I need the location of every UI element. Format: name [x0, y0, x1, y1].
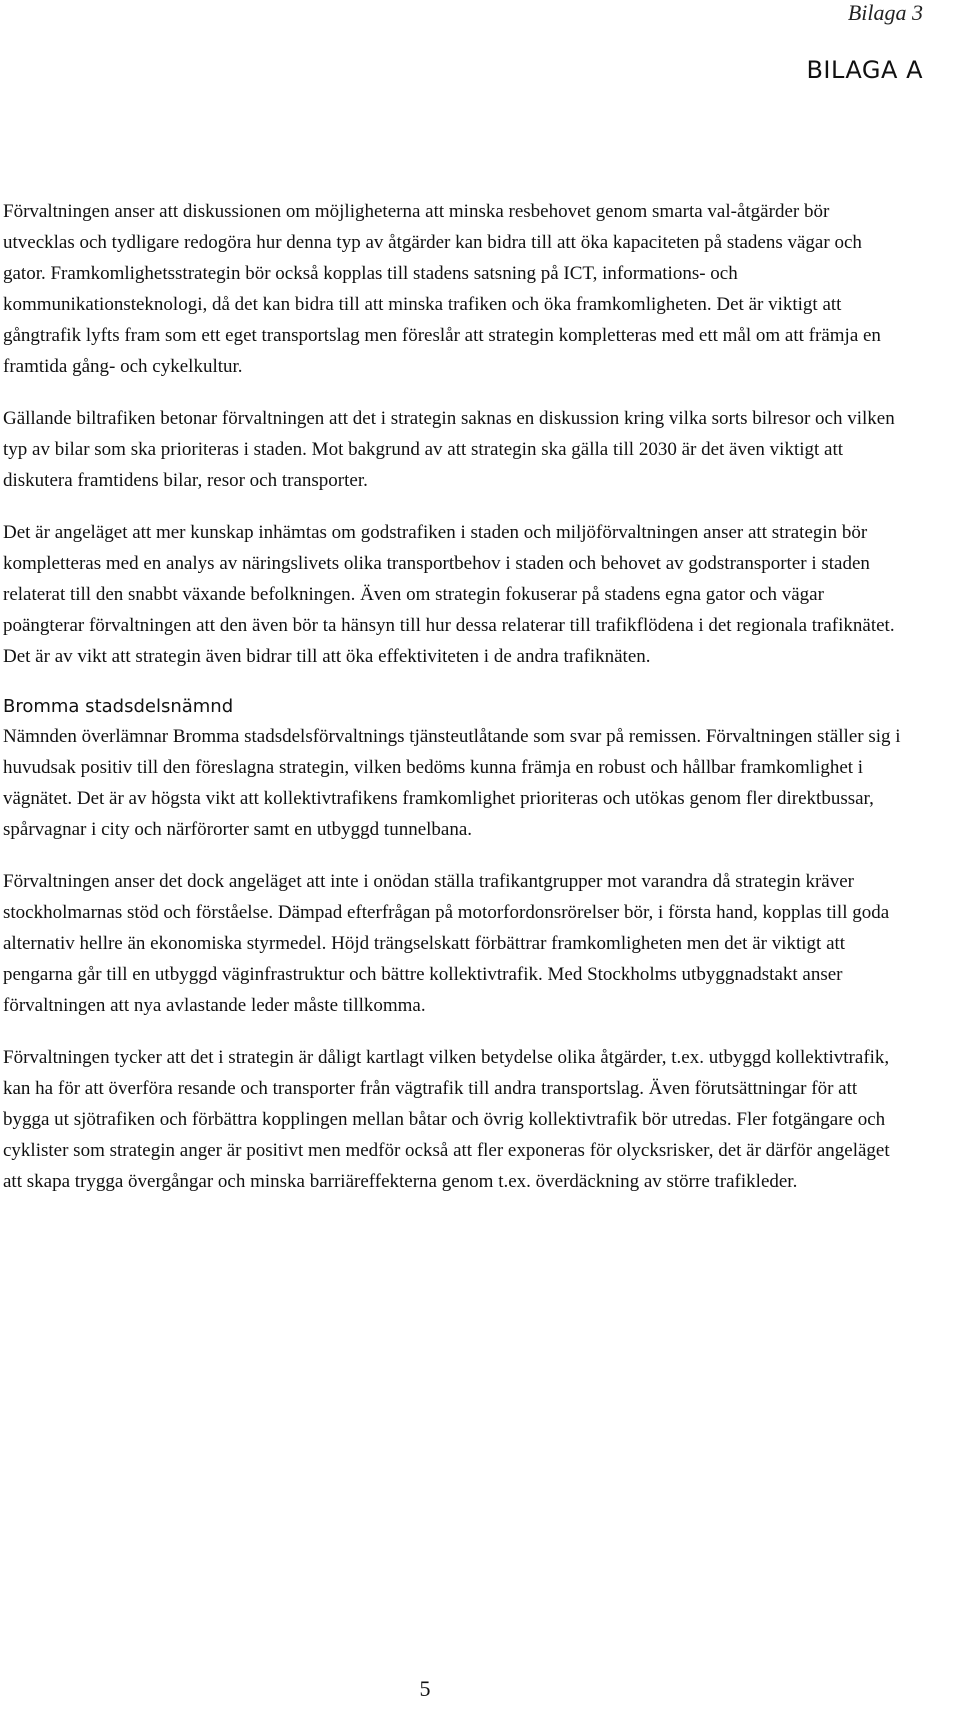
- paragraph-1: Förvaltningen anser att diskussionen om möjligheterna att minska resbehovet genom smarta val-åtgärder bör utvecklas och tydligare redogöra hur denna typ av åtgärder kan bidra till att öka kapaciteten på stadens vägar och gator. Framkomlighetsstrategin bör också kopplas till stadens satsning på ICT, informations- och kommunikationsteknologi, då det kan bidra till att minska trafiken och öka framkomligheten. Det är viktigt att gångtrafik lyfts fram som ett eget transportslag men föreslår att strategin kompletteras med ett mål om att främja en framtida gång- och cykelkultur.: [3, 201, 881, 377]
- paragraph-3: Det är angeläget att mer kunskap inhämtas om godstrafiken i staden och miljöförvaltningen anser att strategin bör kompletteras med en analys av näringslivets olika transportbehov i staden och behovet av godstransporter i staden relaterat till den snabbt växande befolkningen. Även om strategin fokuserar på stadens egna gator och vägar poängterar förvaltningen att den även bör ta hänsyn till hur dessa relaterar till trafikflödena i det regionala trafiknätet. Det är av vikt att strategin även bidrar till att öka effektiviteten i de andra trafiknäten.: [3, 522, 895, 667]
- appendix-title: BILAGA A: [806, 56, 923, 84]
- paragraph-5: Förvaltningen anser det dock angeläget att inte i onödan ställa trafikantgrupper mot varandra då strategin kräver stockholmarnas stöd och förståelse. Dämpad efterfrågan på motorfordonsrörelser bör, i första hand, kopplas till goda alternativ hellre än ekonomiska styrmedel. Höjd trängselskatt förbättrar framkomligheten men det är viktigt att pengarna går till en utbyggd väginfrastruktur och bättre kollektivtrafik. Med Stockholms utbyggnadstakt anser förvaltningen att nya avlastande leder måste tillkomma.: [3, 871, 890, 1016]
- page-number: 5: [419, 1676, 431, 1701]
- section-heading: Bromma stadsdelsnämnd: [3, 696, 234, 717]
- paragraph-2: Gällande biltrafiken betonar förvaltningen att det i strategin saknas en diskussion kring vilka sorts bilresor och vilken typ av bilar som ska prioriteras i staden. Mot bakgrund av att strategin ska gälla till 2030 är det även viktigt att diskutera framtidens bilar, resor och transporter.: [3, 408, 895, 491]
- document-body: [3, 196, 903, 1197]
- paragraph-4: Nämnden överlämnar Bromma stadsdelsförvaltnings tjänsteutlåtande som svar på remissen. Förvaltningen ställer sig i huvudsak positiv till den föreslagna strategin, vilken bedöms kunna främja en robust och hållbar framkomlighet i vägnätet. Det är av högsta vikt att kollektivtrafikens framkomlighet prioriteras och utökas genom fler direktbussar, spårvagnar i city och närförorter samt en utbyggd tunnelbana.: [3, 726, 901, 840]
- attachment-label: Bilaga 3: [847, 0, 923, 25]
- paragraph-6: Förvaltningen tycker att det i strategin är dåligt kartlagt vilken betydelse olika åtgärder, t.ex. utbyggd kollektivtrafik, kan ha för att överföra resande och transporter från vägtrafik till andra transportslag. Även förutsättningar för att bygga ut sjötrafiken och förbättra kopplingen mellan båtar och övrig kollektivtrafik bör utredas. Fler fotgängare och cyklister som strategin anger är positivt men medför också att fler exponeras för olycksrisker, det är därför angeläget att skapa trygga övergångar och minska barriäreffekterna genom t.ex. överdäckning av större trafikleder.: [3, 1047, 890, 1192]
